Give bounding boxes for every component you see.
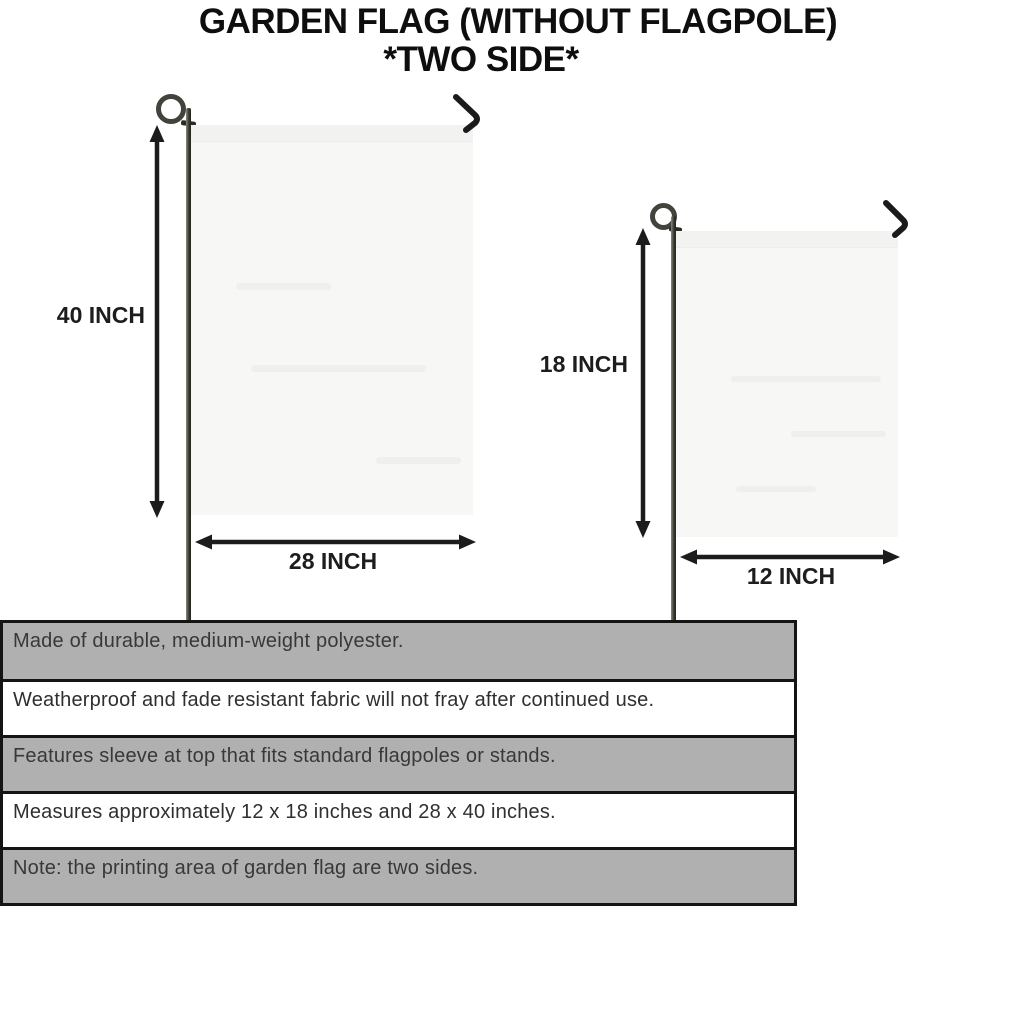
hanger-hook-icon	[878, 198, 916, 240]
height-label: 40 INCH	[56, 302, 145, 328]
height-arrow	[146, 125, 168, 518]
flag-wrinkle	[236, 283, 331, 290]
flag-sleeve	[191, 125, 473, 142]
flag-wrinkle	[731, 376, 881, 382]
small-flag	[676, 231, 898, 537]
feature-row: Note: the printing area of garden flag are two sides.	[3, 847, 794, 903]
width-label: 28 INCH	[288, 548, 378, 574]
hanger-hook-icon	[438, 92, 482, 138]
flag-wrinkle	[251, 365, 426, 372]
flag-wrinkle	[376, 457, 461, 464]
flag-wrinkle	[791, 431, 886, 437]
large-flag	[191, 125, 473, 515]
height-arrow	[632, 228, 654, 538]
feature-row: Weatherproof and fade resistant fabric will not fray after continued use.	[3, 679, 794, 735]
page-title: GARDEN FLAG (WITHOUT FLAGPOLE)	[198, 2, 838, 41]
page-subtitle: *TWO SIDE*	[383, 40, 579, 79]
feature-row: Measures approximately 12 x 18 inches and 28 x 40 inches.	[3, 791, 794, 847]
width-label: 12 INCH	[746, 563, 836, 589]
flag-sleeve	[676, 231, 898, 248]
features-table	[0, 620, 797, 906]
flag-wrinkle	[736, 486, 816, 492]
feature-row: Features sleeve at top that fits standard flagpoles or stands.	[3, 735, 794, 791]
height-label: 18 INCH	[539, 351, 628, 377]
feature-row: Made of durable, medium-weight polyester.	[3, 623, 794, 679]
